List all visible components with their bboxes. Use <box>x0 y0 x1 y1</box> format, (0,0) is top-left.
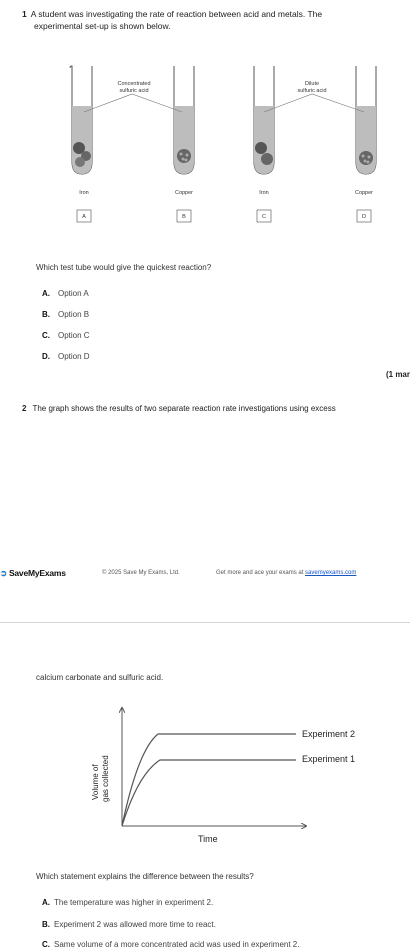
y-axis-label-2: gas collected <box>101 755 110 802</box>
test-tube-c <box>254 66 274 174</box>
reaction-graph <box>80 700 380 850</box>
marks-label: (1 mar <box>385 370 410 379</box>
option-letter: A. <box>42 289 50 298</box>
experiment-1-curve <box>122 760 296 826</box>
question-2-line: The graph shows the results of two separate reaction rate investigations using excess <box>32 404 336 413</box>
option-text: Experiment 2 was allowed more time to react. <box>54 920 216 929</box>
question-1-line-2: experimental set-up is shown below. <box>34 21 171 31</box>
q2-option-a[interactable] <box>42 898 213 907</box>
question-1-text <box>22 8 402 32</box>
question-number: 1 <box>22 9 27 19</box>
metal-label-b: Copper <box>174 190 194 196</box>
letter-c: C <box>262 214 266 220</box>
acid-label-right-1: Dilute <box>304 81 320 87</box>
acid-label-right-2: sulfuric acid <box>297 88 327 94</box>
letter-b: B <box>182 214 186 220</box>
series-label-experiment-1: Experiment 1 <box>302 754 356 764</box>
letter-a: A <box>82 214 86 220</box>
acid-pointer-left <box>84 94 182 112</box>
metal-label-a: Iron <box>79 190 89 196</box>
page-divider <box>0 622 410 623</box>
footer-cta <box>216 570 356 576</box>
option-letter: A. <box>42 898 50 907</box>
copyright-text: © 2025 Save My Exams, Ltd. <box>102 570 180 576</box>
option-letter: C. <box>42 331 50 340</box>
question-number: 2 <box>22 404 27 413</box>
metal-label-d: Copper <box>354 190 374 196</box>
question-2-prompt: Which statement explains the difference between the results? <box>36 872 254 881</box>
option-text: Option A <box>58 289 89 298</box>
option-d[interactable] <box>42 352 90 361</box>
question-1-line-1: A student was investigating the rate of reaction between acid and metals. The <box>30 9 323 19</box>
y-axis-label-1: Volume of <box>91 764 100 800</box>
question-2-text <box>22 404 336 413</box>
option-letter: C. <box>42 940 50 949</box>
cta-text: Get more and ace your exams at <box>216 570 304 576</box>
option-text: Option D <box>58 352 90 361</box>
logo-icon: ➲ <box>0 568 7 578</box>
option-b[interactable] <box>42 310 89 319</box>
option-text: Same volume of a more concentrated acid was used in experiment 2. <box>54 940 300 949</box>
logo-text: SaveMyExams <box>8 568 66 578</box>
q2-option-b[interactable] <box>42 920 216 929</box>
option-text: The temperature was higher in experiment 2. <box>54 898 214 907</box>
test-tube-d <box>356 66 376 174</box>
test-tube-a <box>70 66 92 174</box>
option-letter: D. <box>42 352 50 361</box>
acid-pointer-right <box>264 94 364 112</box>
test-tube-diagram <box>50 60 390 240</box>
option-text: Option C <box>58 331 90 340</box>
letter-d: D <box>362 214 366 220</box>
experiment-2-curve <box>122 734 296 826</box>
series-label-experiment-2: Experiment 2 <box>302 729 356 739</box>
question-1-prompt: Which test tube would give the quickest reaction? <box>36 263 212 272</box>
metal-label-c: Iron <box>259 190 269 196</box>
q2-option-c[interactable] <box>42 940 299 949</box>
option-a[interactable] <box>42 289 89 298</box>
option-c[interactable] <box>42 331 90 340</box>
option-letter: B. <box>42 920 50 929</box>
test-tube-b <box>174 66 194 174</box>
question-2-continued: calcium carbonate and sulfuric acid. <box>36 673 164 682</box>
save-my-exams-logo[interactable] <box>0 568 66 579</box>
acid-label-left-1: Concentrated <box>117 81 151 87</box>
cta-link[interactable]: savemyexams.com <box>305 570 357 576</box>
option-letter: B. <box>42 310 50 319</box>
acid-label-left-2: sulfuric acid <box>119 88 149 94</box>
option-text: Option B <box>58 310 90 319</box>
x-axis-label: Time <box>198 834 218 844</box>
